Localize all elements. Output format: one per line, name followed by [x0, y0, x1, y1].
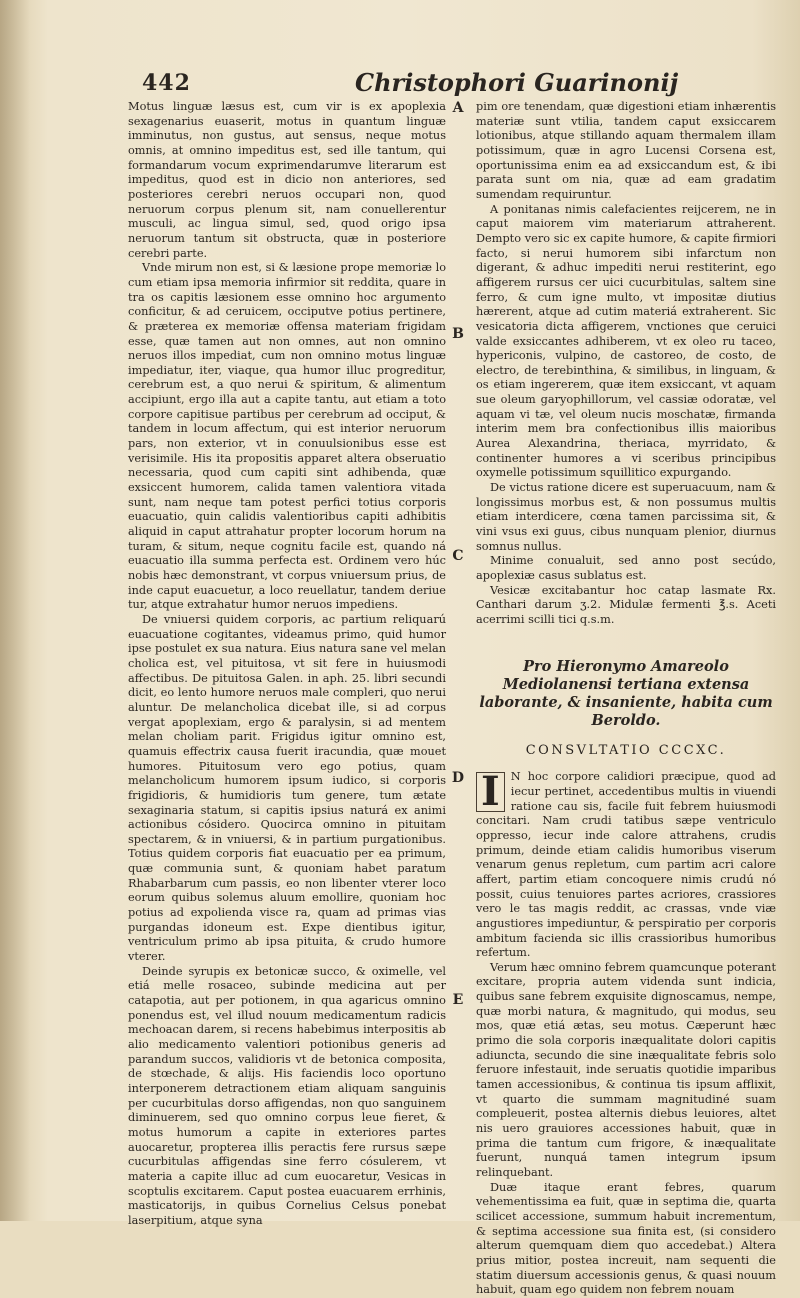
margin-letter-c: C [452, 548, 464, 564]
paragraph: Vnde mirum non est, si & læsione prope memoriæ lo cum etiam ipsa memoria infirmior sit reddita, quare in tra os capitis læsionem esse omnino hoc argumento conficitur, & ad ceruicem, occiputve potius pertinere, & præterea ex memoriæ offensa materiam frigidam esse, quæ tamen aut non omnes, aut non omnino neruos illos impediat, cum non omnino motus linguæ impediatur, iter, viaque, qua humor illuc progreditur, cerebrum est, a quo nerui & spiritum, & alimentum accipiunt, ergo illa aut a capite tantu, aut etiam a toto corpore capitisue partibus per cerebrum ad occiput, & tandem in locum affectum, qui est interior neruorum pars, non exterior, vt in conuulsionibus esse est verisimile. His ita propositis apparet altera obseruatio necessaria, quod cum capiti sint adhibenda, quæ exsiccent humorem, calida tamen valentiora vitada sunt, nam neque tam potest perfici totius corporis euacuatio, quin calidis valentioribus capiti adhibitis aliquid in caput attrahatur propter locorum horum na turam, & situm, neque cognitu facile est, quando ná euacuatio illa summa perfecta est. Ordinem vero húc nobis hæc demonstrant, vt corpus vniuersum prius, de inde caput euacuetur, a loco reuellatur, tandem deriue tur, atque extrahatur humor neruos impediens. [128, 261, 446, 612]
spine-shadow [0, 0, 30, 1221]
paragraph: De victus ratione dicere est superuacuum, nam & longissimus morbus est, & non possumus multis etiam interdicere, cœna tamen parcissima sit, & vini vsus exi guus, cibus nunquam plenior, diurnus somnus nullus. [476, 481, 776, 553]
paragraph: A ponitanas nimis calefacientes reijcerem, ne in caput maiorem vim materiarum attraherent. Dempto vero sic ex capite humore, & capite firmiori facto, si nerui humorem sibi infarctum non digerant, & adhuc impediti nerui restiterint, ego affigerem rursus cer uici cucurbitulas, saltem sine ferro, & cum igne multo, vt impositæ diutius hærerent, atque ad cutim materiá extraherent. Sic vesicatoria dicta affigerem, vnctiones que ceruici valde exsiccantes adhiberem, vt ex oleo ru taceo, hypericonis, vulpino, de castoreo, de costo, de electro, de terebinthina, & similibus, in linguam, & os etiam ingererem, quæ item exsiccant, vt aquam sue oleum garyophillorum, vel cassiæ odoratæ, vel aquam vi tæ, vel oleum nucis moschatæ, firmanda interim mem bra confectionibus illis maioribus Aurea Alexandrina, theriaca, myrridato, & continenter humores a vi sceribus principibus oxymelle potissimum squillitico expurgando. [476, 202, 776, 480]
left-column [128, 100, 446, 1229]
dropcap: I [476, 772, 505, 812]
paragraph-with-dropcap [476, 770, 776, 961]
page-header [120, 68, 780, 104]
paragraph: Deinde syrupis ex betonicæ succo, & oximelle, vel etiá melle rosaceo, subinde medicina aut per catapotia, aut per potionem, in qua agaricus omnino ponendus est, vel illud nouum medicamentum radicis mechoacan darem, si recens habebimus interpositis ab alio medicamento valentiori potionibus generis ad parandum succos, validioris vt de betonica composita, de stœchade, & alijs. His faciendis loco oportuno interponerem detractionem etiam aliquam sanguinis per cucurbitulas dorso affigendas, non quo sanguinem diminuerem, sed quo omnino corpus leue fieret, & motus humorum a capite in exteriores partes auocaretur, propterea illis peractis fere rursus sæpe cucurbitulas affigendas sine ferro cósulerem, vt materia a capite illuc ad cum euocaretur, Vesicas in scoptulis excitarem. Caput postea euacuarem errhinis, masticatorijs, in quibus Cornelius Celsus ponebat laserpitium, atque syna [128, 964, 446, 1227]
right-column [476, 100, 776, 1298]
page-number: 442 [142, 70, 191, 96]
paragraph: pim ore tenendam, quæ digestioni etiam inhærentis materiæ sunt vtilia, tandem caput exsiccarem lotionibus, atque stillando aquam thermalem illam potissimum, quæ in agro Lucensi Corsena est, oportunissima enim ea ad exsiccandum est, & ibi parata sunt om nia, quæ ad eam gradatim sumendam requiruntur. [476, 100, 776, 201]
running-title: Christophori Guarinonij [355, 68, 679, 97]
paragraph: Verum hæc omnino febrem quamcunque poterant excitare, propria autem videnda sunt indicia, quibus sane febrem exquisite dignoscamus, nempe, quæ morbi natura, & magnitudo, qui modus, seu mos, quæ etiá ætas, seu motus. Cæperunt hæc primo die sola corporis inæqualitate dolori capitis adiuncta, secundo die sine inæqualitate febris solo feruore infestauit, inde seruatis quotidie imparibus tamen accessionibus, & continua tis ipsum afflixit, vt quarto die summam magnitudiné suam compleuerit, postea alternis diebus leuiores, altet nis uero grauiores accessiones habuit, quæ in prima die tantum cum frigore, & inæqualitate fuerunt, nunquá tamen integrum ipsum relinquebant. [476, 960, 776, 1179]
margin-letter-a: A [452, 100, 464, 116]
paragraph: Duæ itaque erant febres, quarum vehementissima ea fuit, quæ in septima die, quarta scilicet accessione, summum habuit incrementum, & septima accessione sua finita est, (si considero alterum quemquam diem quo accedebat.) Altera prius mitior, postea increuit, nam sequenti die statim diuersum accessionis genus, & quasi nouum habuit, quam ego quidem non febrem nouam [476, 1180, 776, 1297]
paragraph: Vesicæ excitabantur hoc catap lasmate Rx. Canthari darum ʒ.2. Midulæ fermenti ℥.s. Aceti acerrimi scilli tici q.s.m. [476, 583, 776, 626]
paragraph: Minime conualuit, sed anno post secúdo, apoplexiæ casus sublatus est. [476, 554, 776, 582]
margin-letter-d: D [451, 770, 465, 786]
margin-letter-e: E [452, 992, 464, 1008]
paragraph: Motus linguæ læsus est, cum vir is ex apoplexia sexagenarius euaserit, motus in quantum linguæ imminutus, non gustus, aut sensus, neque motus omnis, at omnino impeditus est, sed ille tantum, qui formandarum vocum exprimendarumve literarum est impeditus, quod est in dicio non anteriores, sed posteriores cerebri neruos occupari non, quod neruorum corpus plenum sit, nam conuellerentur musculi, ac lingua simul, sed, quod origo ipsa neruorum tantum sit obstructa, quæ in posteriore cerebri parte. [128, 100, 446, 260]
paragraph-text: N hoc corpore calidiori præcipue, quod ad iecur pertinet, accedentibus multis in viuendi ratione cau sis, facile fuit febrem huiusmodi concitari. Nam crudi tatibus sæpe ventriculo oppresso, iecur inde calore attrahens, crudis primum, deinde etiam calidis humoribus viserum venarum genus repletum, cum partim acri calore affert, partim etiam concoquere nimis crudú nó possit, cuius tenuiores partes acriores, crassiores vero le tas magis reddit, ac crassas, vnde viæ angustiores impediuntur, & perspiratio per corporis ambitum facienda sic illis crassioribus humoribus refertum. [476, 770, 776, 960]
paragraph: De vniuersi quidem corporis, ac partium reliquarú euacuatione cogitantes, videamus primo, quid humor ipse postulet ex sua natura. Eius natura sane vel melan cholica est, vel pituitosa, vt sit fere in huiusmodi affectibus. De pituitosa Galen. in aph. 25. libri secundi dicit, eo lento humore neruos male compleri, quo nerui aluntur. De melancholica dicebat ille, si ad corpus vergat apoplexiam, ergo & paralysin, si ad mentem melan choliam parit. Frigidus igitur omnino est, quamuis effectrix causa fuerit iracundia, quæ mouet humores. Pituitosum vero ego potius, quam melancholicum humorem ipsum iudico, si corporis frigidioris, & humidioris tum genere, tum ætate sexaginaria statum, si capitis ipsius naturá ex animi actionibus cósidero. Quocirca omnino in pituitam spectarem, & in vniuersi, & in partium purgationibus. Totius quidem corporis fiat euacuatio per ea primum, quæ communia sunt, & quoniam habet paratum Rhabarbarum cum passis, eo non libenter vterer loco eorum quibus solemus aluum emollire, quoniam hoc potius ad expolienda visce ra, quam ad primas vias purgandas idoneum est. Expe dientibus igitur, ventriculum primo ab ipsa pituita, & crudo humore vterer. [128, 612, 446, 964]
section-title: Pro Hieronymo Amareolo Mediolanensi tertiana extensa laborante, & insaniente, habita cum Beroldo. [479, 657, 773, 729]
margin-letter-b: B [452, 326, 464, 342]
consultatio-heading: CONSVLTATIO CCCXC. [525, 742, 727, 758]
